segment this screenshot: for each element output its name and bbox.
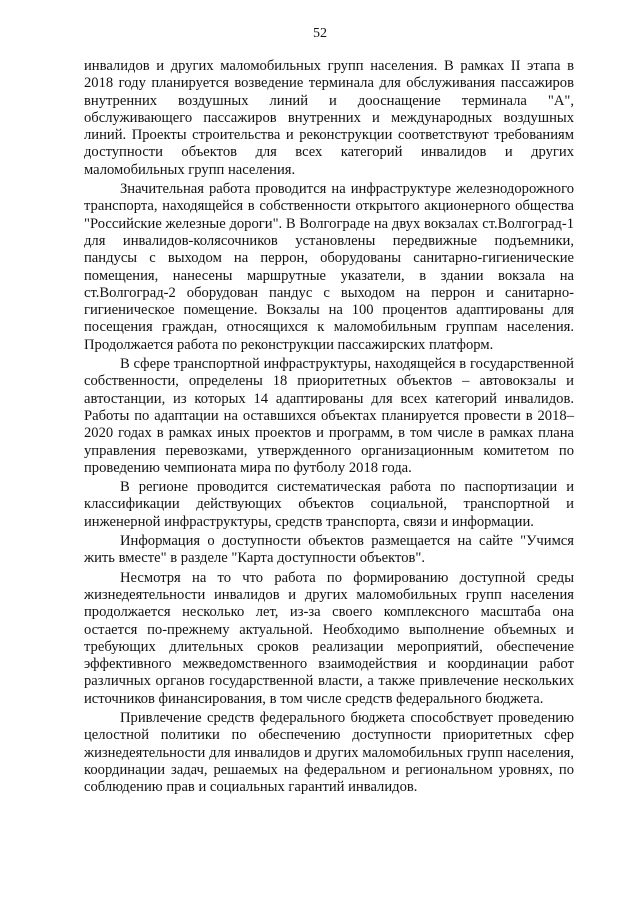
paragraph: В регионе проводится систематическая работа по паспортизации и классификации действующих объектов социальной, транспортной и инженерной инфраструктуры, средств транспорта, связи и информации.	[84, 479, 574, 530]
paragraph: Информация о доступности объектов размещается на сайте "Учимся жить вместе" в разделе "Карта доступности объектов".	[84, 533, 574, 567]
paragraph: Несмотря на то что работа по формированию доступной среды жизнедеятельности инвалидов и других маломобильных групп населения продолжается несколько лет, из-за своего комплексного масштаба она остается по-прежнему актуальной. Необходимо выполнение объемных и требующих длительных сроков реализации мероприятий, обеспечение эффективного межведомственного взаимодействия и координации работ различных органов государственной власти, а также привлечение нескольких источников финансирования, в том числе средств федерального бюджета.	[84, 569, 574, 707]
paragraph: Привлечение средств федерального бюджета способствует проведению целостной политики по обеспечению доступности приоритетных сфер жизнедеятельности для инвалидов и других маломобильных групп населения, координации задач, решаемых на федеральном и региональном уровнях, по соблюдению прав и социальных гарантий инвалидов.	[84, 709, 574, 796]
paragraph: инвалидов и других маломобильных групп населения. В рамках II этапа в 2018 году планируется возведение терминала для обслуживания пассажиров внутренних воздушных линий и дооснащение терминала "А", обслуживающего пассажиров внутренних и международных воздушных линий. Проекты строительства и реконструкции соответствуют требованиям доступности объектов для всех категорий инвалидов и других маломобильных групп населения.	[84, 58, 574, 178]
paragraph: Значительная работа проводится на инфраструктуре железнодорожного транспорта, находящейся в собственности открытого акционерного общества "Российские железные дороги". В Волгограде на двух вокзалах ст.Волгоград-1 для инвалидов-колясочников установлены передвижные подъемники, пандусы с выходом на перрон, оборудованы санитарно-гигиенические помещения, нанесены маршрутные указатели, в здании вокзала на ст.Волгоград-2 оборудован пандус с выходом на перрон и санитарно-гигиеническое помещение. Вокзалы на 100 процентов адаптированы для посещения граждан, относящихся к маломобильным группам населения. Продолжается работа по реконструкции пассажирских платформ.	[84, 181, 574, 353]
page-number: 52	[313, 26, 327, 41]
document-body	[84, 58, 574, 796]
paragraph: В сфере транспортной инфраструктуры, находящейся в государственной собственности, определены 18 приоритетных объектов – автовокзалы и автостанции, из которых 14 адаптированы для всех категорий инвалидов. Работы по адаптации на оставшихся объектах планируется провести в 2018–2020 годах в рамках иных проектов и программ, в том числе в рамках плана управления перевозками, утвержденного организационным комитетом по проведению чемпионата мира по футболу 2018 года.	[84, 356, 574, 476]
